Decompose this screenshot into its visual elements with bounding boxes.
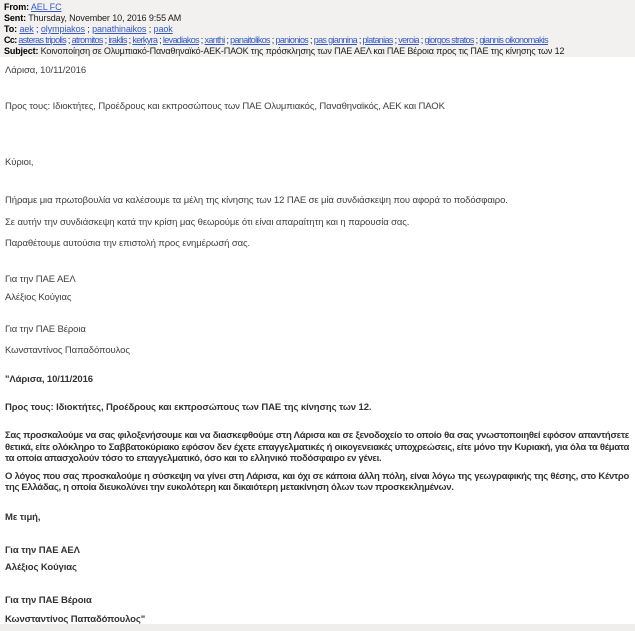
quoted-signature-name-kougias: Αλέξιος Κούγιας <box>5 561 77 573</box>
body-paragraph-1: Πήραμε μια πρωτοβουλία να καλέσουμε τα μέλη της κίνησης των 12 ΠΑΕ σε μία συνδιάσκεψη που αφορά το ποδόσφαιρο. <box>5 195 508 206</box>
header-row-to <box>4 24 635 35</box>
recipient-link[interactable]: paok <box>153 24 173 34</box>
from-label: From: <box>4 2 29 12</box>
recipient-link[interactable]: xanthi <box>204 35 225 45</box>
recipient-link[interactable]: atromitos <box>71 35 103 45</box>
cc-label: Cc: <box>4 35 17 45</box>
body-paragraph-2: Σε αυτήν την συνδιάσκεψη κατά την κρίση μας θεωρούμε ότι είναι απαραίτητη και η παρουσία σας. <box>5 217 410 228</box>
header-row-cc <box>4 35 635 46</box>
quoted-signature-org-veroia: Για την ΠΑΕ Βέροια <box>5 594 92 606</box>
signature-org-veroia: Για την ΠΑΕ Βέροια <box>5 324 86 335</box>
recipient-link[interactable]: kerkyra <box>132 35 158 45</box>
signature-name-papadopoulos: Κωνσταντίνος Παπαδόπουλος <box>5 345 130 356</box>
quoted-dateline: "Λάρισα, 10/11/2016 <box>5 374 93 385</box>
email-header <box>0 0 635 57</box>
cc-recipient-list: asteras tripolis ; atromitos ; iraklis ; kerkyra ; levadiakos ; xanthi ; panaitolikos ; panionios ; pas giannina ; platanias ; veroia ; giorgos stratos ; giannis oikonomakis <box>18 35 549 45</box>
signature-name-kougias: Αλέξιος Κούγιας <box>5 292 72 303</box>
signature-org-ael: Για την ΠΑΕ ΑΕΛ <box>5 274 76 285</box>
recipient-link[interactable]: iraklis <box>108 35 127 45</box>
recipient-link[interactable]: giorgos stratos <box>424 35 474 45</box>
quoted-signature-org-ael: Για την ΠΑΕ ΑΕΛ <box>5 544 80 556</box>
sent-label: Sent: <box>4 13 27 23</box>
body-paragraph-3: Παραθέτουμε αυτούσια την επιστολή προς ενημέρωσή σας. <box>5 238 251 249</box>
quoted-paragraph-1: Σας προσκαλούμε να σας φιλοξενήσουμε και να διασκεφθούμε στη Λάρισα και σε ξενοδοχείο το οποίο θα σας γνωστοποιηθεί εφόσον απαντήσετε θετικά, είτε ολόκληρο το Σαββατοκύριακο εφόσον δεν έχετε επαγγελματικές ή οικογενειακές υποχρεώσεις, είτε μόνο την Κυριακή, για όλα τα θέματα τα οποία απασχολούν τόσο το επαγγελματικό, όσο και το ελληνικό ποδόσφαιρο εν γένει. <box>5 430 629 464</box>
recipient-link[interactable]: asteras tripolis <box>18 35 67 45</box>
recipient-link[interactable]: panionios <box>275 35 309 45</box>
recipient-link[interactable]: veroia <box>398 35 419 45</box>
header-row-sent <box>4 13 635 24</box>
footer-strip <box>0 624 635 631</box>
subject-label: Subject: <box>4 46 39 56</box>
to-recipient-list: aek ; olympiakos ; panathinaikos ; paok <box>19 24 173 34</box>
email-body <box>0 64 635 626</box>
subject-value: Κοινοποίηση σε Ολυμπιακό-Παναθηναϊκό-ΑΕΚ-ΠΑΟΚ της πρόσκλησης των ΠΑΕ ΑΕΛ και ΠΑΕ Βέροια προς τις ΠΑΕ της κίνησης των 12 <box>40 46 565 56</box>
quoted-closing: Με τιμή, <box>5 511 41 523</box>
body-greeting: Κύριοι, <box>5 157 34 168</box>
quoted-salutation: Προς τους: Ιδιοκτήτες, Προέδρους και εκπροσώπους των ΠΑΕ της κίνησης των 12. <box>5 402 372 413</box>
recipient-link[interactable]: levadiakos <box>162 35 199 45</box>
quoted-paragraph-2: Ο λόγος που σας προσκαλούμε η σύσκεψη να γίνει στη Λάρισα, και όχι σε κάποια άλλη πόλη, είναι λόγω της γεωγραφικής της θέσης, στο Κέντρο της Ελλάδας, η οποία διευκολύνει την ευκολότερη και δικαιότερη μετακίνηση όλων των προσκεκλημένων. <box>5 470 629 493</box>
recipient-link[interactable]: olympiakos <box>40 24 85 34</box>
header-row-from <box>4 2 635 13</box>
recipient-link[interactable]: pas giannina <box>313 35 357 45</box>
recipient-link[interactable]: panathinaikos <box>92 24 147 34</box>
body-dateline: Λάρισα, 10/11/2016 <box>5 65 87 76</box>
recipient-link[interactable]: aek <box>19 24 34 34</box>
quoted-signature-name-papadopoulos: Κωνσταντίνος Παπαδόπουλος" <box>5 613 146 625</box>
to-label: To: <box>4 24 18 34</box>
body-salutation: Προς τους: Ιδιοκτήτες, Προέδρους και εκπροσώπους των ΠΑΕ Ολυμπιακός, Παναθηναϊκός, ΑΕΚ και ΠΑΟΚ <box>5 101 445 112</box>
sent-value: Thursday, November 10, 2016 9:55 AM <box>28 13 182 23</box>
recipient-link[interactable]: giannis oikonomakis <box>479 35 549 45</box>
from-sender-link[interactable]: AEL FC <box>30 2 62 12</box>
header-row-subject <box>4 46 635 57</box>
recipient-link[interactable]: panaitolikos <box>230 35 270 45</box>
recipient-link[interactable]: platanias <box>362 35 393 45</box>
